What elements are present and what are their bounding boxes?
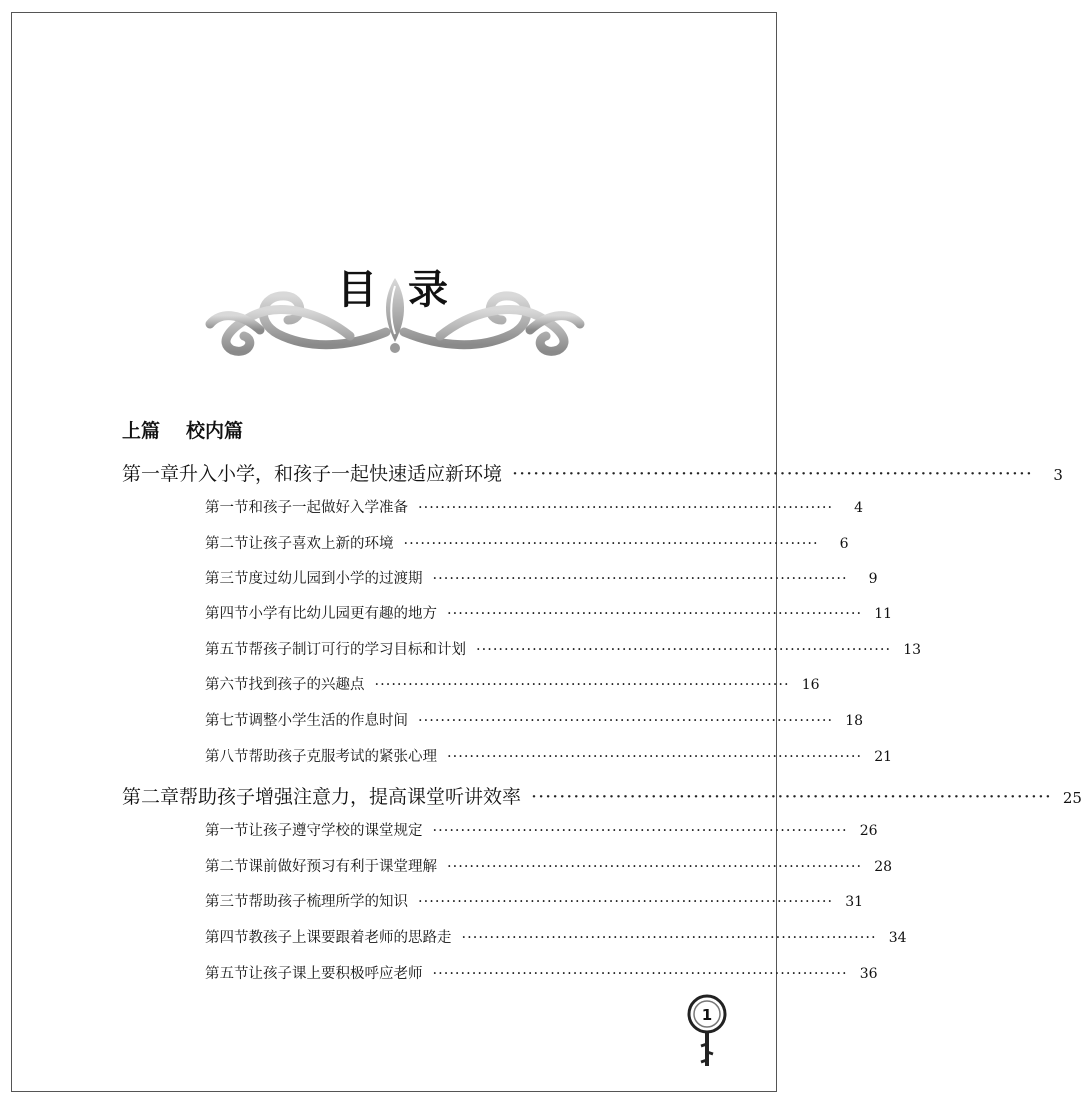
toc-section[interactable] [205,890,864,911]
dot-leader: ·········································································· [432,823,848,839]
toc-section[interactable] [205,602,893,623]
section-label: 第二节 [205,536,249,552]
section-title: 让孩子课上要积极呼应老师 [248,966,423,982]
section-title: 帮助孩子梳理所学的知识 [248,894,408,910]
section-page: 36 [859,966,878,982]
part-label: 上篇 [122,420,161,442]
dot-leader: ·········································································· [374,677,790,693]
toc-section[interactable] [205,496,864,517]
section-page: 31 [845,894,864,910]
title-char-1: 目 [337,266,379,313]
chapter-page: 25 [1062,789,1082,807]
section-title: 教孩子上课要跟着老师的思路走 [248,930,452,946]
part-name: 校内篇 [186,420,244,442]
dot-leader: ·········································································· [447,749,863,765]
dot-leader: ·········································································· [418,713,834,729]
toc-section[interactable] [205,962,878,983]
section-page: 28 [874,859,893,875]
toc-chapter-2[interactable] [122,782,1082,809]
dot-leader: ·········································································· [512,463,1033,485]
toc-section[interactable] [205,638,922,659]
section-title: 帮孩子制订可行的学习目标和计划 [248,642,466,658]
section-label: 第四节 [205,930,249,946]
section-label: 第二节 [205,859,249,875]
section-label: 第五节 [205,642,249,658]
section-label: 第一节 [205,823,249,839]
dot-leader: ·········································································· [461,930,877,946]
section-label: 第三节 [205,894,249,910]
section-label: 第五节 [205,966,249,982]
dot-leader: ·········································································· [418,894,834,910]
title-char-2: 录 [408,266,450,313]
toc-section[interactable] [205,745,893,766]
section-label: 第八节 [205,749,249,765]
section-page: 21 [874,749,893,765]
page-number: 1 [701,1006,713,1024]
dot-leader: ·········································································· [403,536,819,552]
section-page: 16 [801,677,820,693]
section-title: 帮助孩子克服考试的紧张心理 [248,749,437,765]
section-title: 找到孩子的兴趣点 [248,677,365,693]
page-number-badge [687,994,727,1074]
chapter-label: 第二章 [122,786,180,808]
chapter-page: 3 [1053,466,1063,484]
section-label: 第四节 [205,606,249,622]
toc-section[interactable] [205,567,878,588]
chapter-label: 第一章 [122,463,180,485]
section-page: 6 [839,536,849,552]
section-title: 度过幼儿园到小学的过渡期 [248,571,423,587]
section-label: 第三节 [205,571,249,587]
part-heading [122,416,243,443]
section-page: 9 [868,571,878,587]
section-title: 调整小学生活的作息时间 [248,713,408,729]
section-page: 13 [903,642,922,658]
section-title: 让孩子遵守学校的课堂规定 [248,823,423,839]
toc-section[interactable] [205,926,907,947]
chapter-title: 帮助孩子增强注意力，提高课堂听讲效率 [179,786,522,808]
section-title: 和孩子一起做好入学准备 [248,500,408,516]
dot-leader: ·········································································· [531,786,1052,808]
toc-section[interactable] [205,709,864,730]
section-label: 第七节 [205,713,249,729]
section-page: 18 [845,713,864,729]
toc-section[interactable] [205,855,893,876]
dot-leader: ·········································································· [418,500,834,516]
section-page: 34 [888,930,907,946]
section-title: 课前做好预习有利于课堂理解 [248,859,437,875]
section-page: 26 [859,823,878,839]
dot-leader: ·········································································· [476,642,892,658]
section-page: 11 [874,606,893,622]
toc-section[interactable] [205,819,878,840]
title-ornament [200,272,590,362]
dot-leader: ·········································································· [432,966,848,982]
toc-chapter-1[interactable] [122,459,1063,486]
section-title: 小学有比幼儿园更有趣的地方 [248,606,437,622]
dot-leader: ·········································································· [447,859,863,875]
section-page: 4 [854,500,864,516]
section-label: 第一节 [205,500,249,516]
dot-leader: ·········································································· [447,606,863,622]
chapter-title: 升入小学，和孩子一起快速适应新环境 [179,463,503,485]
dot-leader: ·········································································· [432,571,848,587]
toc-section[interactable] [205,673,820,694]
section-label: 第六节 [205,677,249,693]
toc-section[interactable] [205,532,849,553]
section-title: 让孩子喜欢上新的环境 [248,536,394,552]
